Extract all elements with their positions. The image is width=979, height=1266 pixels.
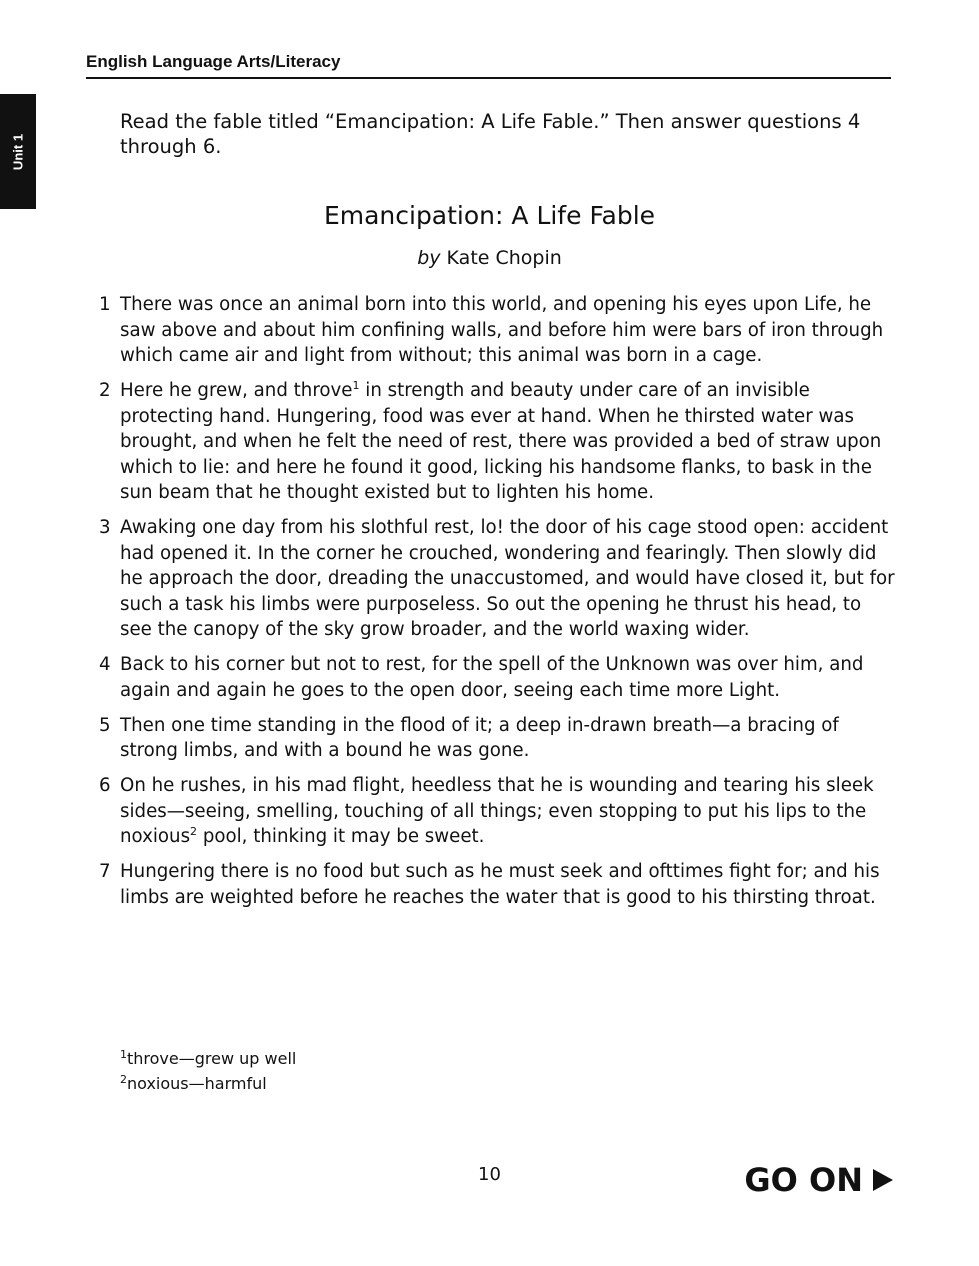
instructions: Read the fable titled “Emancipation: A Life Fable.” Then answer questions 4 through 6. [120, 110, 861, 158]
paragraph-number: 5 [99, 714, 111, 736]
unit-tab [0, 94, 36, 209]
paragraph-number: 6 [99, 775, 111, 796]
passage-title: Emancipation: A Life Fable [323, 201, 656, 230]
paragraph-number: 3 [99, 517, 111, 538]
footnote-number: 2 [120, 1073, 127, 1086]
byline-by: by [417, 247, 441, 269]
paragraph-number: 4 [99, 654, 111, 675]
footnote-ref-2: 2 [190, 825, 198, 838]
play-arrow-icon [873, 1169, 893, 1191]
footnote-number: 1 [120, 1048, 127, 1061]
footnote-1 [120, 1046, 296, 1071]
paragraph-text: Then one time standing in the flood of it; a deep in-drawn breath—a bracing of strong limbs, and with a bound he was gone. [120, 714, 839, 761]
paragraph-1 [96, 292, 896, 369]
go-on-indicator [744, 1161, 893, 1199]
byline [0, 247, 979, 269]
paragraph-2 [96, 378, 896, 506]
paragraph-number: 7 [99, 861, 111, 882]
paragraph-7 [96, 859, 896, 910]
paragraph-text: Here he grew, and throve [120, 380, 353, 401]
paragraph-5 [96, 713, 896, 764]
passage-body [96, 292, 896, 920]
paragraph-text: pool, thinking it may be sweet. [197, 826, 485, 847]
go-on-label: GO ON [744, 1161, 863, 1199]
paragraph-text: in strength and beauty under care of an invisible protecting hand. Hungering, food was ever at hand. When he thirsted water was brought, and when he felt the need of rest, there was provided a bed of straw upon which to lie: and here he found it good, licking his handsome flanks, to bask in the sun beam that he thought existed but to lighten his home. [120, 380, 882, 503]
paragraph-number: 2 [99, 380, 111, 401]
footnote-ref-1: 1 [352, 379, 360, 392]
paragraph-4 [96, 652, 896, 703]
page-header: English Language Arts/Literacy [86, 52, 891, 79]
paragraph-text: Awaking one day from his slothful rest, lo! the door of his cage stood open: accident had opened it. In the corner he crouched, wondering and fearingly. Then slowly did he approach the door, dreading the unaccustomed, and would have closed it, but for such a task his limbs were purposeless. So out the opening he thrust his head, to see the canopy of the sky grow broader, and the world waxing wider. [120, 517, 895, 640]
footnote-text: throve—grew up well [127, 1049, 297, 1068]
author: Kate Chopin [446, 247, 562, 269]
paragraph-text: Hungering there is no food but such as he must seek and ofttimes fight for; and his limbs are weighted before he reaches the water that is good to his thirsting throat. [120, 861, 880, 908]
paragraph-text: On he rushes, in his mad flight, heedless that he is wounding and tearing his sleek sides—seeing, smelling, touching of all things; even stopping to put his lips to the noxious [120, 775, 874, 847]
footnotes [120, 1046, 296, 1096]
paragraph-text: Back to his corner but not to rest, for the spell of the Unknown was over him, and again and again he goes to the open door, seeing each time more Light. [120, 654, 864, 701]
unit-tab-label: Unit 1 [10, 133, 26, 170]
paragraph-text: There was once an animal born into this world, and opening his eyes upon Life, he saw above and about him confining walls, and before him were bars of iron through which came air and light from without; this animal was born in a cage. [120, 294, 884, 366]
footnote-2 [120, 1071, 296, 1096]
footnote-text: noxious—harmful [127, 1074, 267, 1093]
paragraph-6 [96, 773, 896, 850]
page-number: 10 [478, 1164, 501, 1185]
paragraph-3 [96, 515, 896, 643]
paragraph-number: 1 [99, 294, 111, 315]
